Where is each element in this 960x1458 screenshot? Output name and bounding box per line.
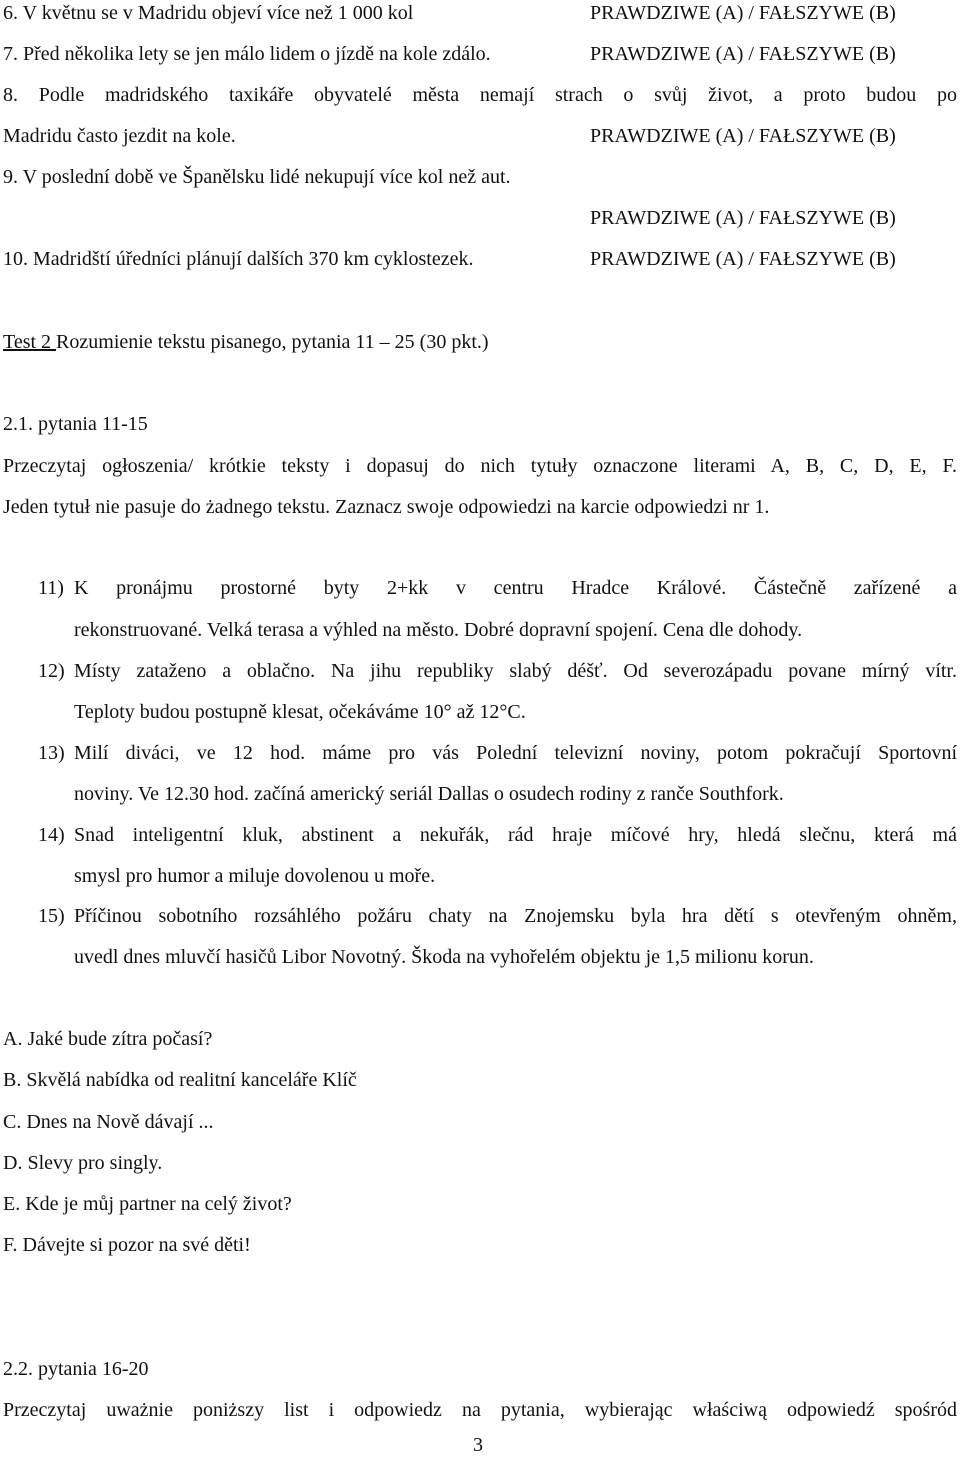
tf-item-8-line1: 8. Podle madridského taxikáře obyvatelé města nemají strach o svůj život, a proto budou po	[3, 84, 957, 106]
item-line-1: Milí diváci, ve 12 hod. máme pro vás Polední televizní noviny, potom pokračují Sportovní	[74, 742, 957, 764]
tf-question: 7. Před několika lety se jen málo lidem o jízdě na kole zdálo.	[3, 43, 491, 65]
item-number: 11)	[38, 577, 64, 599]
item-line-2: smysl pro humor a miluje dovolenou u moře.	[74, 865, 436, 887]
title-option-b: B. Skvělá nabídka od realitní kanceláře Klíč	[3, 1069, 357, 1091]
item-number: 12)	[38, 660, 65, 682]
section-2-2-instruction-1: Przeczytaj uważnie poniższy list i odpowiedz na pytania, wybierając właściwą odpowiedź spośród	[3, 1399, 957, 1421]
title-option-a: A. Jaké bude zítra počasí?	[3, 1028, 213, 1050]
item-number: 14)	[38, 824, 65, 846]
tf-options: PRAWDZIWE (A) / FAŁSZYWE (B)	[590, 207, 896, 229]
item-line-2: Teploty budou postupně klesat, očekáváme 10° až 12°C.	[74, 701, 526, 723]
tf-item-7	[3, 41, 953, 67]
tf-item-6	[3, 0, 953, 26]
item-line-1: Příčinou sobotního rozsáhlého požáru chaty na Znojemsku byla hra dětí s otevřeným ohněm,	[74, 905, 957, 927]
tf-options: PRAWDZIWE (A) / FAŁSZYWE (B)	[590, 2, 896, 24]
tf-options: PRAWDZIWE (A) / FAŁSZYWE (B)	[590, 125, 896, 147]
item-line-1: Místy zataženo a oblačno. Na jihu republiky slabý déšť. Od severozápadu povane mírný vítr.	[74, 660, 957, 682]
test-2-title: Rozumienie tekstu pisanego, pytania 11 – 25 (30 pkt.)	[56, 331, 489, 353]
tf-item-9: 9. V poslední době ve Španělsku lidé nekupují více kol než aut.	[3, 166, 511, 188]
title-option-f: F. Dávejte si pozor na své děti!	[3, 1234, 251, 1256]
item-number: 15)	[38, 905, 65, 927]
item-line-1: Snad inteligentní kluk, abstinent a nekuřák, rád hraje míčové hry, hledá slečnu, která má	[74, 824, 957, 846]
section-2-1-heading: 2.1. pytania 11-15	[3, 413, 148, 435]
section-2-2-heading: 2.2. pytania 16-20	[3, 1358, 149, 1380]
tf-question: Madridu často jezdit na kole.	[3, 125, 236, 147]
tf-item-10	[3, 246, 953, 272]
tf-question: 10. Madridští úředníci plánují dalších 370 km cyklostezek.	[3, 248, 474, 270]
tf-item-8-line2	[3, 123, 953, 149]
item-line-2: noviny. Ve 12.30 hod. začíná americký seriál Dallas o osudech rodiny z ranče Southfork.	[74, 783, 784, 805]
page-number: 3	[473, 1434, 483, 1456]
item-line-2: uvedl dnes mluvčí hasičů Libor Novotný. Škoda na vyhořelém objektu je 1,5 milionu korun.	[74, 946, 814, 968]
item-number: 13)	[38, 742, 65, 764]
tf-options: PRAWDZIWE (A) / FAŁSZYWE (B)	[590, 43, 896, 65]
tf-options: PRAWDZIWE (A) / FAŁSZYWE (B)	[590, 248, 896, 270]
title-option-e: E. Kde je můj partner na celý život?	[3, 1193, 292, 1215]
tf-question: 6. V květnu se v Madridu objeví více než 1 000 kol	[3, 2, 414, 24]
test-2-heading	[3, 329, 489, 355]
section-2-1-instruction-2: Jeden tytuł nie pasuje do żadnego tekstu. Zaznacz swoje odpowiedzi na karcie odpowiedzi nr 1.	[3, 496, 770, 518]
tf-item-9-options	[3, 205, 953, 231]
test-2-label: Test 2	[3, 331, 57, 353]
item-line-2: rekonstruované. Velká terasa a výhled na město. Dobré dopravní spojení. Cena dle dohody.	[74, 619, 803, 641]
title-option-c: C. Dnes na Nově dávají ...	[3, 1111, 214, 1133]
section-2-1-instruction-1: Przeczytaj ogłoszenia/ krótkie teksty i dopasuj do nich tytuły oznaczone literami A, B, C, D, E, F.	[3, 455, 957, 477]
title-option-d: D. Slevy pro singly.	[3, 1152, 163, 1174]
item-line-1: K pronájmu prostorné byty 2+kk v centru Hradce Králové. Částečně zařízené a	[74, 577, 957, 599]
